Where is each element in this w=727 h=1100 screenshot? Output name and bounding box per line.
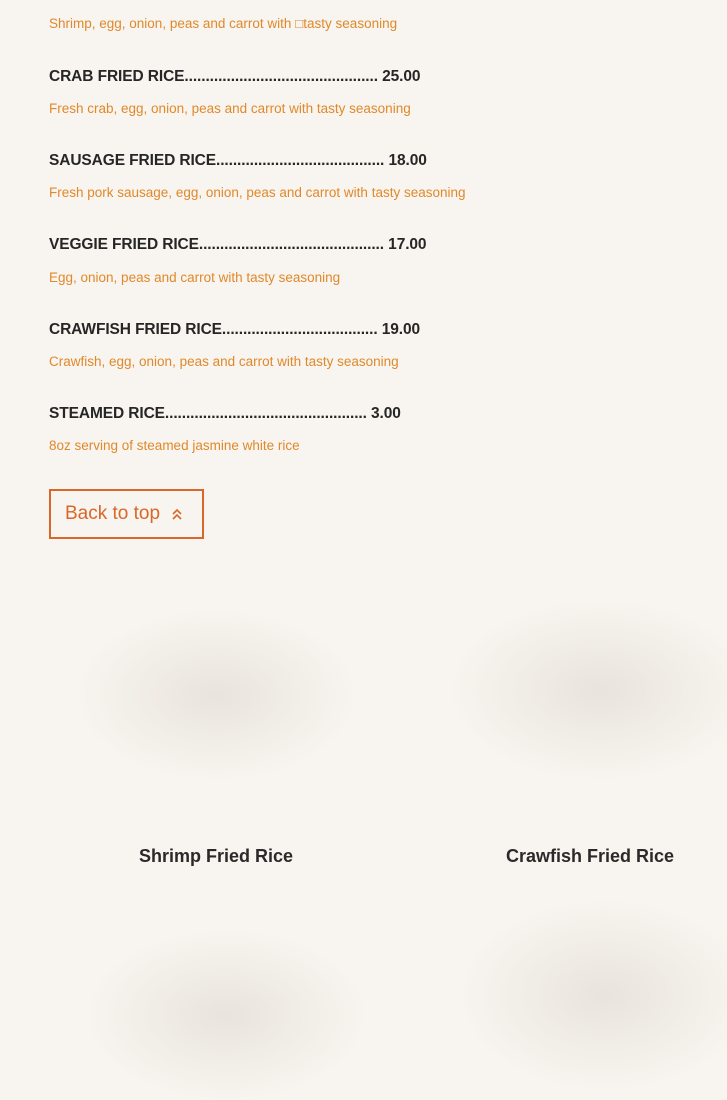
double-chevron-up-icon xyxy=(170,506,184,522)
menu-item-description: Egg, onion, peas and carrot with tasty seasoning xyxy=(49,270,341,285)
back-to-top-button[interactable] xyxy=(49,489,204,539)
menu-item-title: SAUSAGE FRIED RICE........................................ 18.00 xyxy=(49,152,427,169)
gallery-caption: Crawfish Fried Rice xyxy=(505,846,675,866)
gallery-image xyxy=(76,610,356,780)
menu-item-title: CRAWFISH FRIED RICE..................................... 19.00 xyxy=(49,321,421,338)
menu-item-title: CRAB FRIED RICE.............................................. 25.00 xyxy=(49,68,421,85)
gallery-caption: Shrimp Fried Rice xyxy=(138,846,294,866)
menu-item-description: 8oz serving of steamed jasmine white rice xyxy=(49,438,300,453)
back-to-top-label: Back to top xyxy=(65,503,161,524)
gallery-image xyxy=(450,600,727,780)
gallery-image xyxy=(86,930,366,1100)
menu-item-description: Crawfish, egg, onion, peas and carrot with tasty seasoning xyxy=(49,354,399,369)
gallery-image xyxy=(460,900,727,1090)
menu-item-title: STEAMED RICE................................................ 3.00 xyxy=(49,405,401,422)
menu-item-description: Shrimp, egg, onion, peas and carrot with □tasty seasoning xyxy=(49,16,398,31)
menu-item-description: Fresh pork sausage, egg, onion, peas and carrot with tasty seasoning xyxy=(49,185,466,200)
menu-item-description: Fresh crab, egg, onion, peas and carrot with tasty seasoning xyxy=(49,101,411,116)
menu-item-title: VEGGIE FRIED RICE............................................ 17.00 xyxy=(49,236,427,253)
